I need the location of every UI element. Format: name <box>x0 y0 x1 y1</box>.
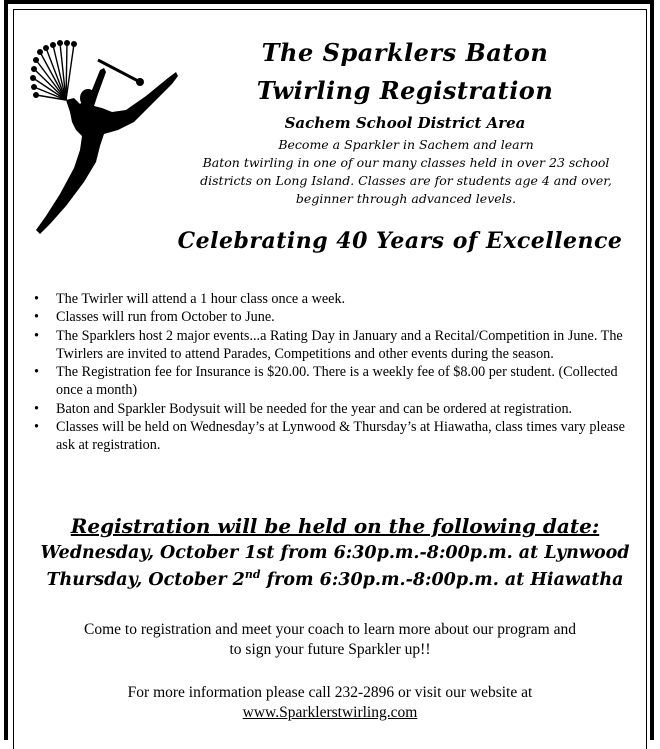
registration-date-thursday <box>40 568 630 590</box>
bullet-item: • Classes will run from October to June. <box>34 308 644 326</box>
intro-line: Baton twirling in one of our many classes held in over 23 school <box>202 155 610 170</box>
flyer-subtitle: Sachem School District Area <box>284 114 526 132</box>
bullet-item: • The Twirler will attend a 1 hour class once a week. <box>34 290 644 308</box>
bullet-item: • The Registration fee for Insurance is $20.00. There is a weekly fee of $8.00 per student. (Collected once a month) <box>34 363 644 400</box>
baton-twirler-silhouette <box>22 38 180 236</box>
contact-line: For more information please call 232-2896 or visit our website at <box>127 684 533 701</box>
bullet-item: • Baton and Sparkler Bodysuit will be needed for the year and can be ordered at registration. <box>34 400 644 418</box>
info-bullet-list <box>34 290 644 455</box>
ordinal-suffix: nd <box>244 568 261 581</box>
intro-line: Become a Sparkler in Sachem and learn <box>278 137 534 152</box>
closing-paragraph <box>30 620 630 660</box>
intro-line: beginner through advanced levels. <box>295 191 517 206</box>
closing-line: to sign your future Sparkler up!! <box>229 641 431 658</box>
celebration-heading: Celebrating 40 Years of Excellence <box>177 228 623 254</box>
intro-paragraph <box>190 136 622 208</box>
website-link[interactable]: www.Sparklerstwirling.com <box>242 704 418 721</box>
thursday-date-text: Thursday, October 2 <box>46 569 245 590</box>
flyer-title-line-2: Twirling Registration <box>256 76 554 105</box>
thursday-time-text: from 6:30p.m.-8:00p.m. at Hiawatha <box>260 569 624 590</box>
closing-line: Come to registration and meet your coach to learn more about our program and <box>84 621 576 638</box>
bullet-item: • Classes will be held on Wednesday’s at Lynwood & Thursday’s at Hiawatha, class times vary please ask at registration. <box>34 418 644 455</box>
bullet-item: • The Sparklers host 2 major events...a Rating Day in January and a Recital/Competition in June. The Twirlers are invited to attend Parades, Competitions and other events during the season. <box>34 327 644 364</box>
contact-info <box>30 683 630 723</box>
flyer-title-line-1: The Sparklers Baton <box>261 38 549 67</box>
registration-heading: Registration will be held on the following date: <box>70 514 600 538</box>
registration-date-wednesday: Wednesday, October 1st from 6:30p.m.-8:00p.m. at Lynwood <box>40 543 630 563</box>
intro-line: districts on Long Island. Classes are for students age 4 and over, <box>200 173 612 188</box>
